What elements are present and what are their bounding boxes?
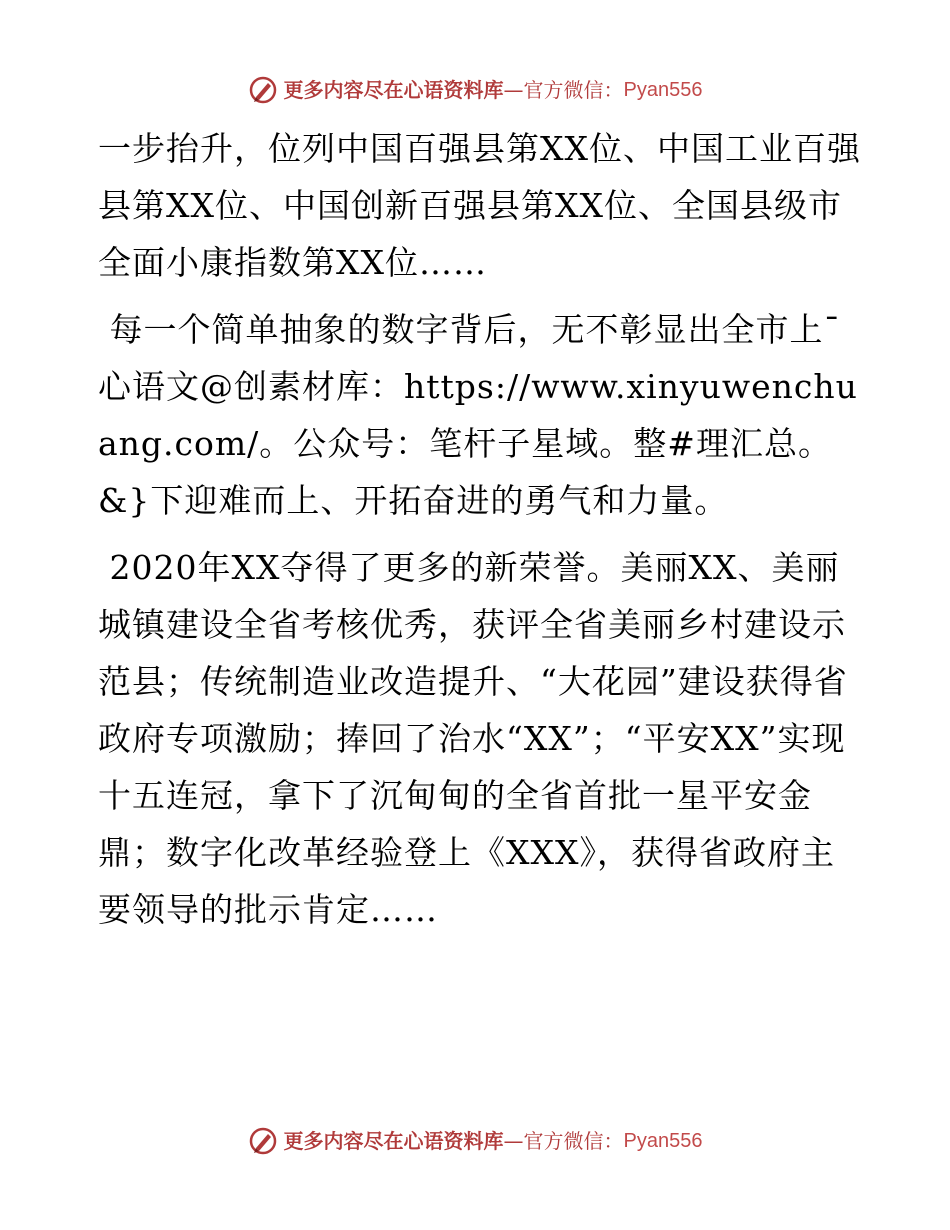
banner-wechat-id: Pyan556 [623,79,703,101]
paragraph-2: 每一个简单抽象的数字背后，无不彰显出全市上¯心语文@创素材库：https://www.xinyuwenchuang.com/。公众号：笔杆子星域。整#理汇总。&}下迎难而上、开拓奋进的勇气和力量。 [98,310,858,520]
pen-logo-icon [248,75,278,105]
document-body [98,120,868,938]
paragraph-1: 一步抬升，位列中国百强县第XX位、中国工业百强县第XX位、中国创新百强县第XX位、全国县级市全面小康指数第XX位…… [98,129,861,282]
banner-wechat-id: Pyan556 [623,1130,703,1152]
banner-title: 更多内容尽在心语资料库 [283,78,504,102]
paragraph-3: 2020年XX夺得了更多的新荣誉。美丽XX、美丽城镇建设全省考核优秀，获评全省美丽乡村建设示范县；传统制造业改造提升、“大花园”建设获得省政府专项激励；捧回了治水“XX”；“平安XX”实现十五连冠，拿下了沉甸甸的全省首批一星平安金鼎；数字化改革经验登上《XXX》，获得省政府主要领导的批示肯定…… [98,548,848,929]
banner-title: 更多内容尽在心语资料库 [283,1129,504,1153]
pen-logo-icon [248,1126,278,1156]
banner-wechat-label: 官方微信： [523,1129,624,1153]
footer-banner [0,1126,950,1156]
header-banner [0,75,950,105]
banner-dash: — [503,78,524,102]
banner-dash: — [503,1129,524,1153]
banner-wechat-label: 官方微信： [523,78,624,102]
